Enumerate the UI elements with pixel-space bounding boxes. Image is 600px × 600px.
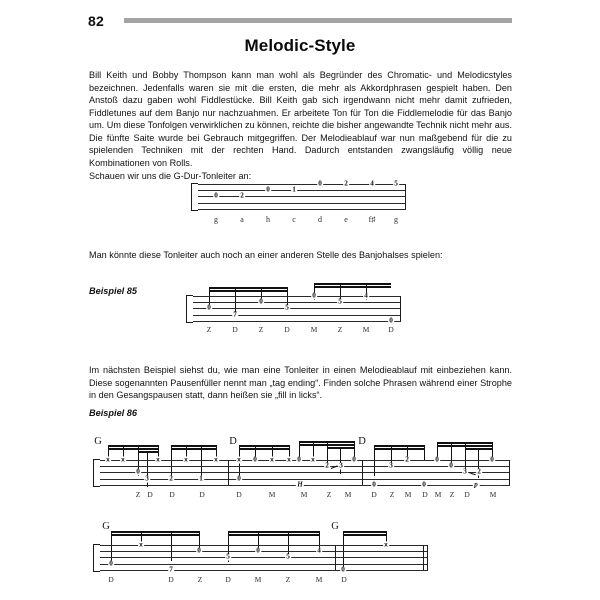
tab-note: 0 bbox=[253, 455, 257, 464]
beam bbox=[108, 448, 158, 450]
stem bbox=[424, 445, 425, 461]
beam bbox=[171, 448, 216, 450]
right-hand-fingering: M bbox=[344, 490, 352, 499]
beam bbox=[228, 531, 320, 533]
example-85-label: Beispiel 85 bbox=[89, 286, 138, 296]
right-hand-fingering: D bbox=[225, 575, 231, 584]
right-hand-fingering: M bbox=[310, 325, 318, 334]
note-name: h bbox=[266, 215, 270, 224]
tab-note: x bbox=[184, 456, 188, 464]
tab-note: 0 bbox=[372, 480, 376, 489]
right-hand-fingering: M bbox=[268, 490, 276, 499]
tab-note: 3 bbox=[339, 461, 343, 470]
right-hand-fingering: D bbox=[169, 490, 175, 499]
tab-note: 0 bbox=[136, 467, 140, 476]
right-hand-fingering: Z bbox=[135, 490, 141, 499]
right-hand-fingering: D bbox=[341, 575, 347, 584]
tab-note: 5 bbox=[226, 552, 230, 561]
tab-note: 0 bbox=[214, 191, 218, 200]
beam bbox=[239, 448, 289, 450]
technique-dash bbox=[308, 485, 348, 486]
right-hand-fingering: Z bbox=[258, 325, 264, 334]
right-hand-fingering: D bbox=[371, 490, 377, 499]
right-hand-fingering: M bbox=[362, 325, 370, 334]
right-hand-fingering: M bbox=[315, 575, 323, 584]
tab-note: 5 bbox=[285, 303, 289, 312]
end-barline bbox=[427, 545, 428, 570]
beam bbox=[314, 283, 391, 285]
end-barline bbox=[400, 296, 401, 321]
paragraph-scale-intro: Schauen wir uns die G-Dur-Tonleiter an: bbox=[89, 171, 252, 181]
tab-note: 0 bbox=[389, 316, 393, 325]
right-hand-fingering: D bbox=[232, 325, 238, 334]
end-barline bbox=[423, 545, 424, 570]
tab-note: 0 bbox=[341, 565, 345, 574]
example-86-label: Beispiel 86 bbox=[89, 408, 138, 418]
tab-note: 0 bbox=[422, 480, 426, 489]
right-hand-fingering: D bbox=[422, 490, 428, 499]
tab-example-86-system-1 bbox=[92, 436, 512, 520]
tab-example-85 bbox=[185, 291, 401, 354]
staff-lines bbox=[193, 296, 401, 321]
tab-note: 0 bbox=[318, 179, 322, 188]
beam bbox=[374, 448, 424, 450]
page-header bbox=[88, 12, 512, 34]
tab-note: 1 bbox=[292, 185, 296, 194]
technique-dash bbox=[432, 485, 468, 486]
tab-note: x bbox=[237, 456, 241, 464]
beam bbox=[374, 445, 424, 447]
beam bbox=[209, 287, 288, 289]
barline bbox=[362, 460, 363, 485]
note-name: g bbox=[394, 215, 398, 224]
tab-note: 7 bbox=[233, 310, 237, 319]
tab-note: x bbox=[270, 456, 274, 464]
tab-example-86-system-2 bbox=[92, 521, 432, 600]
beam bbox=[209, 290, 288, 292]
right-hand-fingering: Z bbox=[206, 325, 212, 334]
tab-note: 0 bbox=[297, 455, 301, 464]
staff-brace bbox=[93, 459, 100, 487]
right-hand-fingering: Z bbox=[285, 575, 291, 584]
tab-note: x bbox=[384, 541, 388, 549]
technique-dash bbox=[484, 485, 502, 486]
tab-note: x bbox=[121, 456, 125, 464]
staff-lines bbox=[198, 184, 406, 209]
tab-note: 0 bbox=[449, 461, 453, 470]
tab-note: 2 bbox=[325, 461, 329, 470]
technique-mark-hammer: H bbox=[297, 480, 303, 489]
technique-mark-pulloff: p bbox=[474, 480, 478, 489]
right-hand-fingering: D bbox=[388, 325, 394, 334]
tab-note: 5 bbox=[286, 552, 290, 561]
beam bbox=[314, 286, 391, 288]
right-hand-fingering: D bbox=[108, 575, 114, 584]
tab-note: x bbox=[311, 456, 315, 464]
note-name: e bbox=[344, 215, 348, 224]
note-name: a bbox=[240, 215, 244, 224]
chord-symbol: D bbox=[229, 436, 237, 447]
tab-note: 0 bbox=[109, 559, 113, 568]
chord-symbol: G bbox=[102, 521, 110, 532]
right-hand-fingering: M bbox=[300, 490, 308, 499]
beam bbox=[111, 531, 200, 533]
right-hand-fingering: M bbox=[254, 575, 262, 584]
staff-lines bbox=[100, 545, 428, 570]
tab-note: 0 bbox=[259, 297, 263, 306]
tab-note: x bbox=[214, 456, 218, 464]
right-hand-fingering: M bbox=[434, 490, 442, 499]
tab-note: 0 bbox=[197, 546, 201, 555]
technique-dash bbox=[272, 485, 292, 486]
right-hand-fingering: M bbox=[489, 490, 497, 499]
tab-note: 0 bbox=[256, 546, 260, 555]
tab-note: 2 bbox=[344, 179, 348, 188]
beam bbox=[343, 531, 387, 533]
tab-note: 2 bbox=[169, 474, 173, 483]
tab-note: 0 bbox=[435, 455, 439, 464]
tab-note: 0 bbox=[266, 185, 270, 194]
right-hand-fingering: Z bbox=[337, 325, 343, 334]
tab-note: 4 bbox=[317, 546, 321, 555]
tab-note: 0 bbox=[312, 291, 316, 300]
tab-note: 2 bbox=[405, 455, 409, 464]
tab-note: 3 bbox=[389, 461, 393, 470]
beam bbox=[111, 534, 200, 536]
tab-note: x bbox=[287, 456, 291, 464]
tab-note: 0 bbox=[207, 303, 211, 312]
tab-note: 7 bbox=[169, 565, 173, 574]
paragraph-other-position: Man könnte diese Tonleiter auch noch an einer anderen Stelle des Banjohalses spielen: bbox=[89, 250, 443, 260]
tab-note: x bbox=[139, 541, 143, 549]
chord-symbol: G bbox=[94, 436, 102, 447]
right-hand-fingering: D bbox=[199, 490, 205, 499]
tab-note: 5 bbox=[394, 179, 398, 188]
paragraph-tag-ending: Im nächsten Beispiel siehst du, wie man eine Tonleiter in einen Melodieablauf mit einbeziehen kann. Diese sogenannten Pausenfüller nennt man „tag ending“. Finden solche Phrasen während einer Strophe in den Gesangspausen statt, dann heißen sie „fill in licks“. bbox=[89, 365, 512, 401]
right-hand-fingering: Z bbox=[197, 575, 203, 584]
right-hand-fingering: Z bbox=[449, 490, 455, 499]
chord-symbol: D bbox=[358, 436, 366, 447]
note-name: c bbox=[292, 215, 296, 224]
barline bbox=[335, 545, 336, 570]
note-name: f♯ bbox=[368, 215, 376, 224]
right-hand-fingering: D bbox=[236, 490, 242, 499]
staff-brace bbox=[186, 295, 193, 323]
tab-note: 4 bbox=[370, 179, 374, 188]
right-hand-fingering: D bbox=[464, 490, 470, 499]
beam bbox=[239, 445, 289, 447]
tab-note: x bbox=[156, 456, 160, 464]
tab-note: 2 bbox=[477, 467, 481, 476]
tab-note: 5 bbox=[338, 297, 342, 306]
tab-note: 0 bbox=[237, 474, 241, 483]
right-hand-fingering: D bbox=[168, 575, 174, 584]
right-hand-fingering: D bbox=[147, 490, 153, 499]
tab-note: 0 bbox=[490, 455, 494, 464]
note-name: g bbox=[214, 215, 218, 224]
end-barline bbox=[509, 460, 510, 485]
page-title: Melodic-Style bbox=[244, 36, 356, 55]
tab-note: 2 bbox=[240, 191, 244, 200]
end-barline bbox=[405, 184, 406, 209]
tab-note: x bbox=[106, 456, 110, 464]
staff-brace bbox=[191, 183, 198, 211]
right-hand-fingering: Z bbox=[389, 490, 395, 499]
page-number: 82 bbox=[88, 13, 104, 29]
header-rule bbox=[124, 18, 512, 23]
tab-note: 3 bbox=[145, 474, 149, 483]
beam bbox=[228, 534, 320, 536]
right-hand-fingering: M bbox=[404, 490, 412, 499]
tab-note: 4 bbox=[364, 291, 368, 300]
paragraph-intro: Bill Keith und Bobby Thompson kann man wohl als Begründer des Chromatic- und Melodicstyles bezeichnen. Jedenfalls waren sie mit die ersten, die mehr als Akkordphrasen gespielt haben. Den Anstoß dazu gaben wohl Fiddlestücke. Bill Keith gab sich irgendwann nicht mehr damit zufrieden, Fiddletunes auf dem Banjo nur nachzuahmen. Er arbeitete Ton für Ton die Fiddlemelodie für das Banjo um. Um diese Tonfolgen verwirklichen zu können, reichte die bisher angewandte Technik nicht mehr aus. Die fünfte Saite wurde bei Gebrauch mitgegriffen. Der Melodieablauf war nun maßgebend für die zu spielenden Techniken mit der rechten Hand. Dadurch entstanden zwangsläufig völlig neue Kombinationen von Rolls. bbox=[89, 70, 512, 168]
tab-note: 1 bbox=[199, 474, 203, 483]
beam bbox=[171, 445, 216, 447]
barline bbox=[228, 460, 229, 485]
right-hand-fingering: D bbox=[284, 325, 290, 334]
beam bbox=[343, 534, 387, 536]
tab-g-major-scale bbox=[190, 179, 406, 242]
tab-note: 3 bbox=[463, 467, 467, 476]
note-name: d bbox=[318, 215, 322, 224]
tab-note: 0 bbox=[352, 455, 356, 464]
right-hand-fingering: Z bbox=[326, 490, 332, 499]
chord-symbol: G bbox=[331, 521, 339, 532]
beam bbox=[108, 445, 158, 447]
staff-brace bbox=[93, 544, 100, 572]
